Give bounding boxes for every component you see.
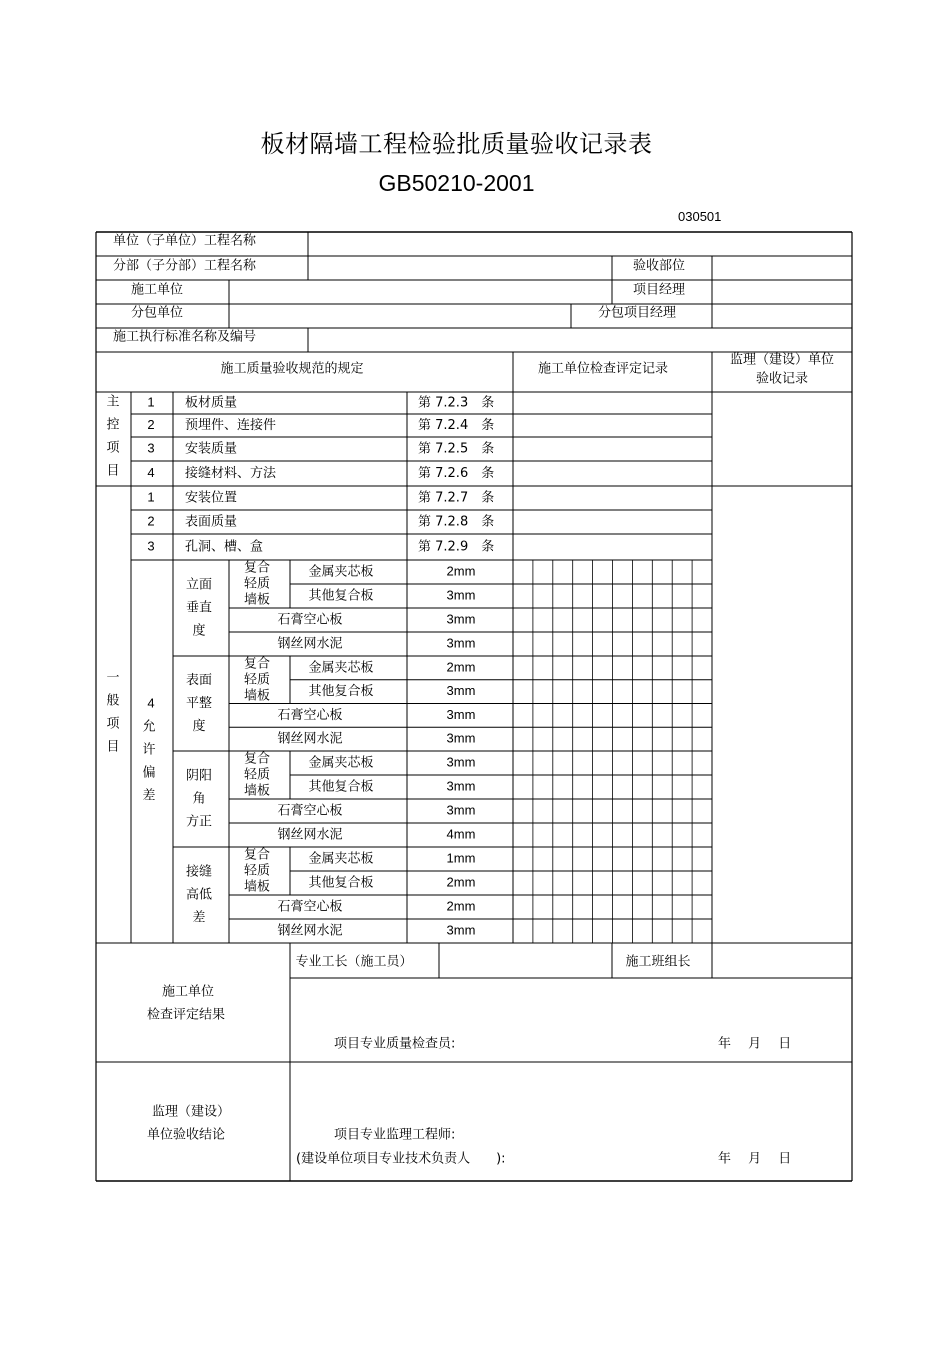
- deviation-group-label: 垂直: [185, 600, 213, 616]
- deviation-group-label: 表面: [185, 673, 213, 688]
- subcontract-manager-label: 分包项目经理: [597, 305, 677, 321]
- board-type: 金属夹芯板: [308, 564, 374, 580]
- subcontract-unit-label: 分包单位: [130, 305, 184, 321]
- composite-board-label: 墙板: [243, 879, 271, 895]
- deviation-group-label: 度: [192, 719, 206, 734]
- main-control-label: 控: [106, 417, 120, 433]
- supervision-engineer-label: 项目专业监理工程师:: [334, 1127, 456, 1143]
- composite-board-label: 墙板: [243, 783, 271, 799]
- deviation-label: 偏: [142, 765, 156, 781]
- foreman-label: 专业工长（施工员）: [295, 954, 413, 970]
- tolerance-value: 3mm: [446, 730, 476, 746]
- board-type: 其他复合板: [308, 779, 374, 795]
- board-type: 金属夹芯板: [308, 660, 374, 676]
- supervision-column-header: 验收记录: [755, 371, 809, 387]
- deviation-group-label: 方正: [185, 814, 213, 830]
- tolerance-value: 2mm: [446, 563, 476, 579]
- item-number: 2: [147, 416, 155, 432]
- composite-board-label: 轻质: [243, 863, 271, 879]
- general-items-label: 般: [106, 693, 120, 709]
- clause-reference: 第 7.2.8 条: [418, 514, 495, 530]
- tolerance-value: 4mm: [446, 826, 476, 842]
- item-name: 预埋件、连接件: [185, 418, 277, 433]
- clause-reference: 第 7.2.6 条: [418, 466, 495, 481]
- deviation-group-label: 差: [192, 910, 206, 926]
- composite-board-label: 复合: [243, 847, 271, 863]
- construction-evaluation-label: 检查评定结果: [146, 1007, 226, 1023]
- deviation-group-label: 立面: [185, 577, 213, 593]
- board-type: 金属夹芯板: [308, 755, 374, 771]
- composite-board-label: 复合: [243, 656, 271, 672]
- tolerance-value: 3mm: [446, 778, 476, 794]
- board-type: 其他复合板: [308, 875, 374, 891]
- deviation-label: 允: [142, 719, 156, 735]
- main-control-label: 主: [106, 394, 120, 410]
- deviation-label: 许: [142, 742, 156, 758]
- standard-name-label: 施工执行标准名称及编号: [113, 329, 257, 345]
- main-control-label: 目: [106, 463, 120, 479]
- board-type: 钢丝网水泥: [277, 923, 343, 939]
- deviation-group-label: 接缝: [185, 864, 213, 880]
- unit-project-label: 单位（子单位）工程名称: [113, 233, 257, 249]
- item-name: 板材质量: [185, 395, 238, 411]
- document-title: 板材隔墙工程检验批质量验收记录表: [260, 130, 653, 158]
- tolerance-value: 2mm: [446, 874, 476, 890]
- tolerance-value: 3mm: [446, 683, 476, 699]
- date-label: 年 月 日: [718, 1036, 792, 1052]
- composite-board-label: 墙板: [243, 592, 271, 608]
- item-number: 4: [147, 464, 155, 480]
- clause-reference: 第 7.2.9 条: [418, 539, 495, 555]
- board-type: 钢丝网水泥: [277, 731, 343, 747]
- item-number: 2: [147, 513, 155, 529]
- general-items-label: 项: [106, 716, 120, 732]
- tolerance-value: 3mm: [446, 802, 476, 818]
- tolerance-value: 3mm: [446, 587, 476, 603]
- deviation-group-label: 高低: [185, 887, 213, 903]
- item-name: 孔洞、槽、盒: [185, 539, 264, 555]
- board-type: 金属夹芯板: [308, 851, 374, 867]
- deviation-item-number: 4: [147, 695, 155, 711]
- supervision-column-header: 监理（建设）单位: [729, 352, 835, 368]
- deviation-group-label: 度: [192, 623, 206, 639]
- check-record-column-header: 施工单位检查评定记录: [537, 361, 669, 377]
- board-type: 钢丝网水泥: [277, 827, 343, 843]
- team-leader-label: 施工班组长: [625, 954, 691, 970]
- general-items-label: 目: [106, 739, 120, 755]
- board-type: 石膏空心板: [277, 707, 343, 723]
- item-number: 3: [147, 538, 155, 554]
- acceptance-part-label: 验收部位: [632, 258, 686, 274]
- item-number: 3: [147, 440, 155, 456]
- clause-reference: 第 7.2.3 条: [418, 395, 495, 411]
- supervision-conclusion-label: 监理（建设）: [151, 1104, 231, 1120]
- item-name: 安装位置: [185, 490, 238, 506]
- construction-unit-label: 施工单位: [130, 282, 184, 298]
- board-type: 石膏空心板: [277, 803, 343, 819]
- clause-reference: 第 7.2.5 条: [418, 441, 495, 457]
- deviation-group-label: 角: [192, 791, 206, 807]
- clause-reference: 第 7.2.4 条: [418, 418, 495, 433]
- tolerance-value: 2mm: [446, 659, 476, 675]
- composite-board-label: 轻质: [243, 576, 271, 592]
- quality-inspector-label: 项目专业质量检查员:: [334, 1036, 456, 1052]
- item-name: 表面质量: [185, 514, 238, 530]
- sub-project-label: 分部（子分部）工程名称: [113, 258, 257, 274]
- tolerance-value: 3mm: [446, 706, 476, 722]
- item-number: 1: [147, 489, 155, 505]
- deviation-group-label: 阴阳: [185, 768, 213, 784]
- board-type: 其他复合板: [308, 588, 374, 604]
- composite-board-label: 墙板: [243, 688, 271, 704]
- deviation-label: 差: [142, 788, 156, 804]
- form-number: 030501: [678, 209, 722, 224]
- board-type: 石膏空心板: [277, 899, 343, 915]
- standard-code: GB50210-2001: [378, 170, 535, 196]
- general-items-label: 一: [106, 670, 120, 686]
- main-control-label: 项: [106, 440, 120, 456]
- composite-board-label: 复合: [243, 560, 271, 576]
- board-type: 石膏空心板: [277, 612, 343, 628]
- regulation-column-header: 施工质量验收规范的规定: [220, 361, 364, 377]
- date-label: 年 月 日: [718, 1151, 792, 1167]
- tolerance-value: 2mm: [446, 898, 476, 914]
- tolerance-value: 3mm: [446, 754, 476, 770]
- board-type: 其他复合板: [308, 684, 374, 700]
- tolerance-value: 3mm: [446, 611, 476, 627]
- composite-board-label: 轻质: [243, 767, 271, 783]
- board-type: 钢丝网水泥: [277, 636, 343, 652]
- project-manager-label: 项目经理: [632, 282, 686, 298]
- tolerance-value: 1mm: [446, 850, 476, 866]
- item-name: 接缝材料、方法: [185, 466, 277, 481]
- composite-board-label: 轻质: [243, 672, 271, 688]
- tolerance-value: 3mm: [446, 922, 476, 938]
- supervision-conclusion-label: 单位验收结论: [146, 1127, 226, 1143]
- owner-representative-label: (建设单位项目专业技术负责人 ):: [296, 1151, 506, 1167]
- construction-evaluation-label: 施工单位: [161, 984, 215, 1000]
- clause-reference: 第 7.2.7 条: [418, 490, 495, 506]
- deviation-group-label: 平整: [185, 696, 213, 711]
- item-number: 1: [147, 394, 155, 410]
- tolerance-value: 3mm: [446, 635, 476, 651]
- item-name: 安装质量: [185, 441, 238, 457]
- composite-board-label: 复合: [243, 751, 271, 767]
